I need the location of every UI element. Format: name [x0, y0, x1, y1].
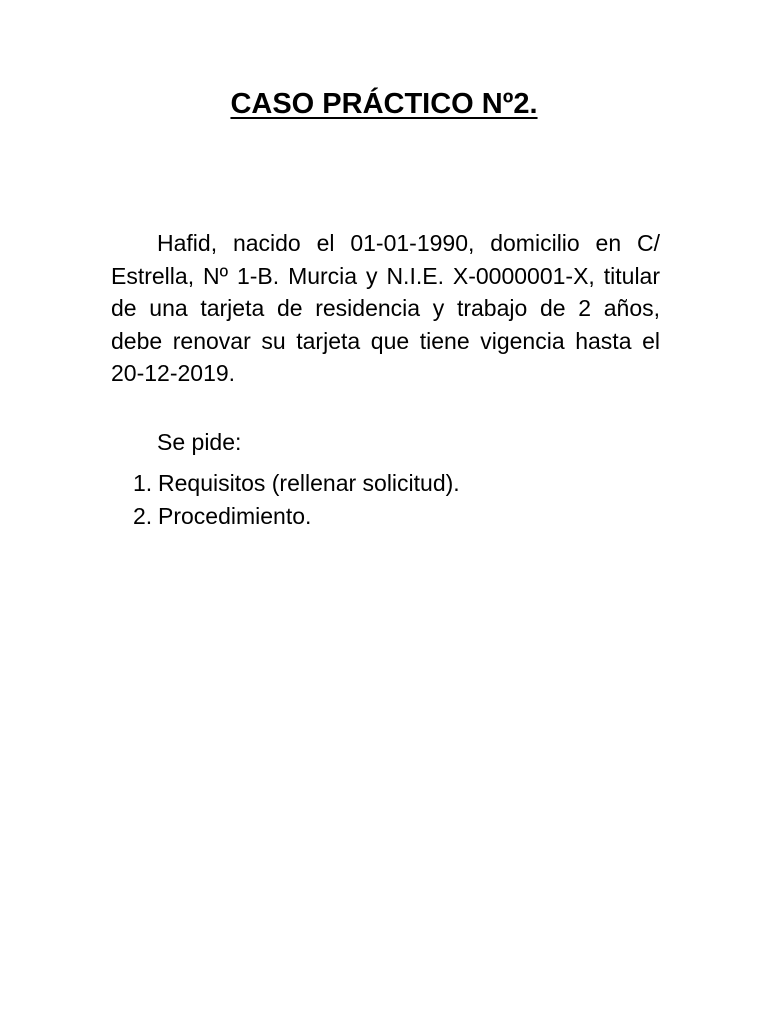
list-item [133, 500, 460, 533]
page-title-text: CASO PRÁCTICO Nº2. [230, 88, 538, 120]
case-description-paragraph: Hafid, nacido el 01-01-1990, domicilio en C/ Estrella, Nº 1-B. Murcia y N.I.E. X-0000001-X, titular de una tarjeta de residencia y trabajo de 2 años, debe renovar su tarjeta que tiene vigencia hasta el 20-12-2019. [111, 230, 660, 386]
request-list [133, 467, 460, 532]
list-item-number: 1. [133, 470, 153, 496]
list-item-number: 2. [133, 502, 153, 529]
list-item-text: Procedimiento. [158, 502, 312, 529]
list-item [133, 467, 460, 500]
list-item-text: Requisitos (rellenar solicitud). [158, 470, 460, 496]
page-title [0, 84, 768, 124]
request-label: Se pide: [157, 429, 242, 455]
